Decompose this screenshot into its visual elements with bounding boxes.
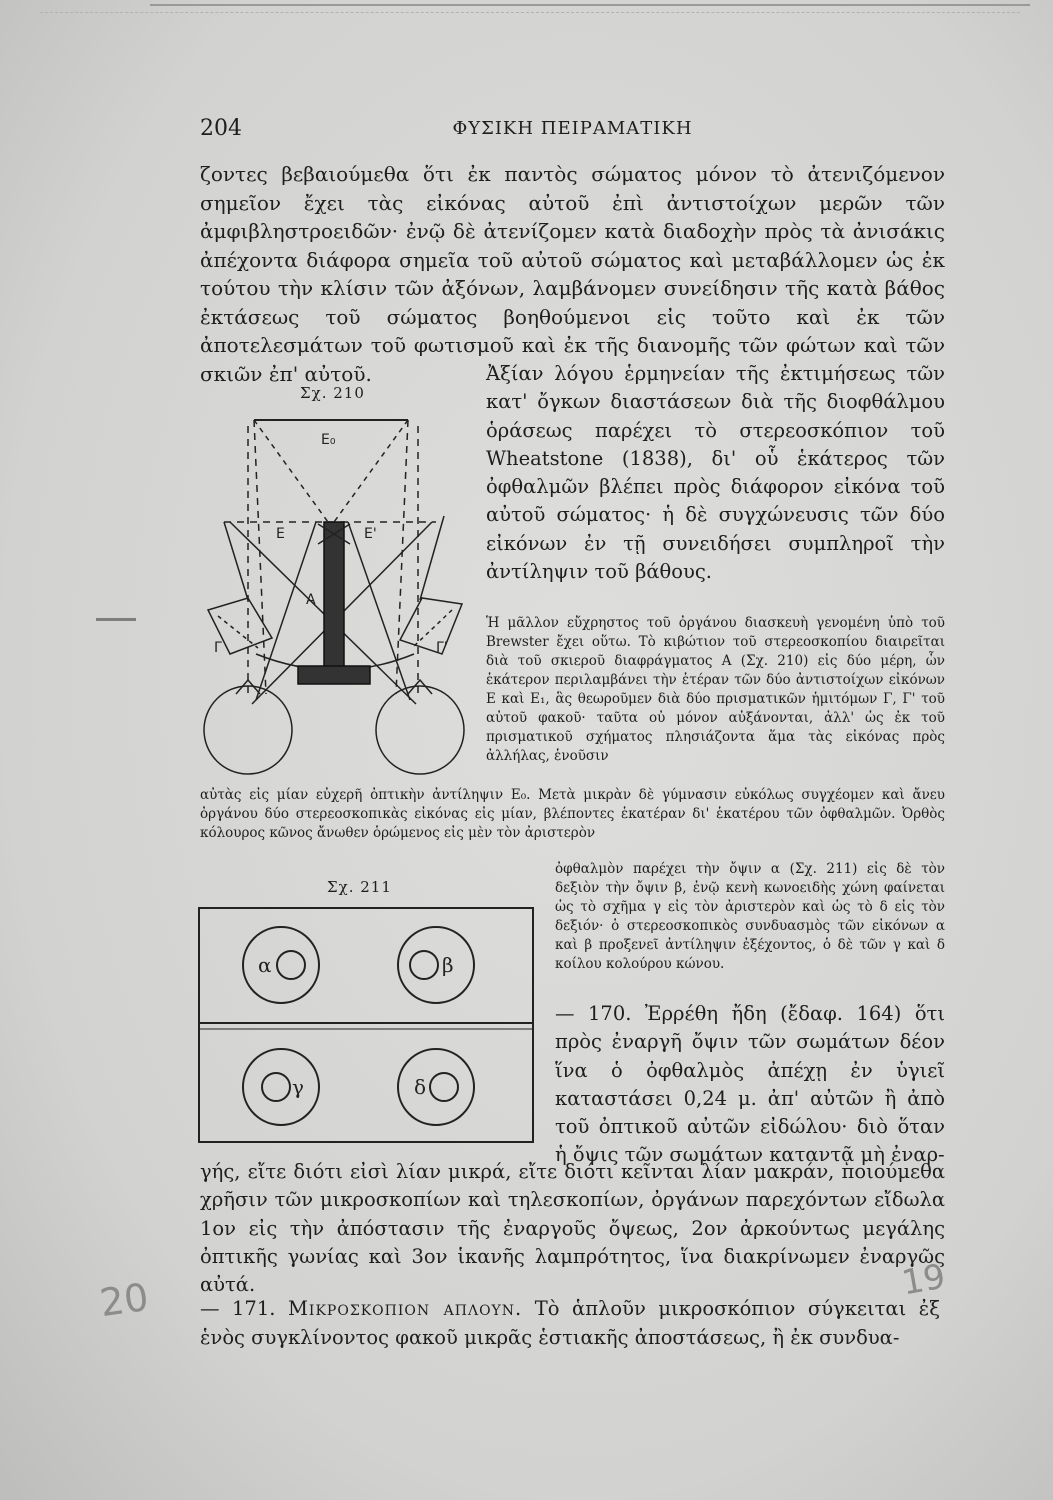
paragraph-3-small: Ἡ μᾶλλον εὔχρηστος τοῦ ὀργάνου διασκευὴ γενομένη ὑπὸ τοῦ Brewster ἔχει οὕτω. Τὸ κιβώτιον τοῦ στερεοσκοπίου διαιρεῖται διὰ τοῦ σκιεροῦ διαφράγματος Α (Σχ. 210) εἰς δύο μέρη, ὧν ἑκάτερον περιλαμβάνει τὴν ἑτέραν τῶν δύο ἀντιστοίχων εἰκόνων Ε καὶ Ε₁, ἃς θεωροῦμεν διὰ δύο πρισματικῶν ἡμιτόμων Γ, Γ' τοῦ αὐτοῦ φακοῦ· ταῦτα οὐ μόνον αὐξάνονται, ἀλλ' ὡς ἐκ τοῦ πρισματικοῦ σχήματος πλησιάζοντα ἅμα τὰς εἰκόνας πρὸς ἀλλήλας, ἑνοῦσιν bbox=[486, 615, 945, 764]
figure-210-caption: Σχ. 210 bbox=[300, 384, 365, 402]
paragraph-8 bbox=[200, 1295, 940, 1352]
figure-210-stereoscope-diagram bbox=[196, 404, 476, 794]
label-beta: β bbox=[442, 953, 454, 977]
page-header bbox=[200, 116, 945, 146]
label-delta: δ bbox=[414, 1075, 427, 1099]
label-g1: Γ' bbox=[436, 640, 448, 656]
section-number: — 171. bbox=[200, 1297, 288, 1320]
paragraph-6: — 170. Ἐρρέθη ἤδη (ἔδαφ. 164) ὅτι πρὸς ἐναργῆ ὄψιν τῶν σωμάτων δέον ἵνα ὁ ὀφθαλμὸς ἀπέχῃ ἐν ὑγιεῖ καταστάσει 0,24 μ. ἀπ' αὐτῶν ἢ ἀπὸ τοῦ ὀπτικοῦ αὐτῶν εἰδώλου· διὸ ὅταν ἡ ὄψις τῶν σωμάτων καταντᾷ μὴ ἐναρ- bbox=[555, 1002, 945, 1167]
handwritten-note-right: 19 bbox=[898, 1256, 949, 1304]
running-title: ΦΥΣΙΚΗ ΠΕΙΡΑΜΑΤΙΚΗ bbox=[452, 118, 693, 139]
page-edge-line bbox=[150, 4, 1030, 6]
margin-dash-mark bbox=[96, 618, 136, 621]
label-g: Γ bbox=[214, 640, 222, 656]
figure-211-caption: Σχ. 211 bbox=[327, 878, 392, 896]
label-e: E bbox=[276, 526, 285, 542]
paragraph-4-small: αὐτὰς εἰς μίαν εὐχερῆ ὀπτικὴν ἀντίληψιν Ε₀. Μετὰ μικρὰν δὲ γύμνασιν εὐκόλως συγχέομεν καὶ ἄνευ ὀργάνου δύο στερεοσκοπικὰς εἰκόνας εἰς μίαν, βλέποντες ἑκατέραν δι' ἑκατέρου τῶν ὀφθαλμῶν. Ὀρθὸς κόλουρος κῶνος ἄνωθεν ὁρώμενος εἰς μὲν τὸν ἀριστερὸν bbox=[200, 787, 945, 841]
section-heading: Μικροσκοπιον απλουν. bbox=[287, 1297, 523, 1320]
label-a: A bbox=[306, 592, 316, 608]
paragraph-7: γής, εἴτε διότι εἰσὶ λίαν μικρά, εἴτε διότι κεῖνται λίαν μακράν, ποιούμεθα χρῆσιν τῶν μικροσκοπίων καὶ τηλεσκοπίων, ὀργάνων παρεχόντων εἴδωλα 1ον εἰς τὴν ἀπόστασιν τῆς ἐναργοῦς ὄψεως, 2ον ἀρκούντως μεγάλης ὀπτικῆς γωνίας καὶ 3ον ἱκανῆς λαμπρότητος, ἵνα διακρίνωμεν ἐναργῶς αὐτά. bbox=[200, 1160, 945, 1297]
figure-211-cone-views bbox=[196, 905, 536, 1145]
label-gamma: γ bbox=[292, 1075, 304, 1099]
label-alpha: α bbox=[258, 953, 272, 977]
paragraph-5-small: ὀφθαλμὸν παρέχει τὴν ὄψιν α (Σχ. 211) εἰς δὲ τὸν δεξιὸν τὴν ὄψιν β, ἐνῷ κενὴ κωνοειδὴς χώνη φαίνεται ὡς τὸ σχῆμα γ εἰς τὸν ἀριστερὸν καὶ ὡς τὸ δ εἰς τὸν δεξιόν· ὁ στερεοσκοπικὸς συνδυασμὸς τῶν εἰκόνων α καὶ β προξενεῖ ἀντίληψιν ἐξέχοντος, ὁ δὲ τῶν γ καὶ δ κοίλου κολούρου κώνου. bbox=[555, 861, 945, 972]
label-e1: E' bbox=[364, 526, 377, 542]
handwritten-note-left: 20 bbox=[97, 1274, 152, 1326]
section-text: Τὸ ἁπλοῦν μικροσκόπιον σύγκειται ἐξ ἑνὸς συγκλίνοντος φακοῦ μικρᾶς ἑστιακῆς ἀποστάσεως, ἢ ἐκ συνδυα- bbox=[200, 1297, 940, 1349]
label-e0: E₀ bbox=[321, 432, 336, 448]
paragraph-2: Ἀξίαν λόγου ἑρμηνείαν τῆς ἐκτιμήσεως τῶν κατ' ὄγκων διαστάσεων διὰ τῆς διοφθάλμου ὁράσεως παρέχει τὸ στερεοσκόπιον τοῦ Wheatstone (1838), δι' οὗ ἑκάτερος τῶν ὀφθαλμῶν βλέπει πρὸς διάφορον εἰκόνα τοῦ αὐτοῦ σώματος· ἡ δὲ συγχώνευσις τῶν δύο εἰκόνων ἐν τῇ συνειδήσει συμπληροῖ τὴν ἀντίληψιν τοῦ βάθους. bbox=[486, 362, 945, 584]
page-number: 204 bbox=[200, 116, 242, 141]
page-edge-dots bbox=[40, 12, 1020, 13]
paragraph-1: ζοντες βεβαιούμεθα ὅτι ἐκ παντὸς σώματος μόνον τὸ ἀτενιζόμενον σημεῖον ἔχει τὰς εἰκόνας αὐτοῦ ἐπὶ ἀντιστοίχων μερῶν τῶν ἀμφιβληστροειδῶν· ἐνῷ δὲ ἀτενίζομεν κατὰ διαδοχὴν πρὸς τὰ ἀνισάκις ἀπέχοντα διάφορα σημεῖα τοῦ αὐτοῦ σώματος καὶ μεταβάλλομεν ὡς ἐκ τούτου τὴν κλίσιν τῶν ἀξόνων, λαμβάνομεν συνείδησιν τῆς κατὰ βάθος ἐκτάσεως τοῦ σώματος βοηθούμενοι εἰς τοῦτο καὶ ἐκ τῶν ἀποτελεσμάτων τοῦ φωτισμοῦ καὶ ἐκ τῆς διανομῆς τῶν φώτων καὶ τῶν σκιῶν ἐπ' αὐτοῦ. bbox=[200, 162, 945, 386]
